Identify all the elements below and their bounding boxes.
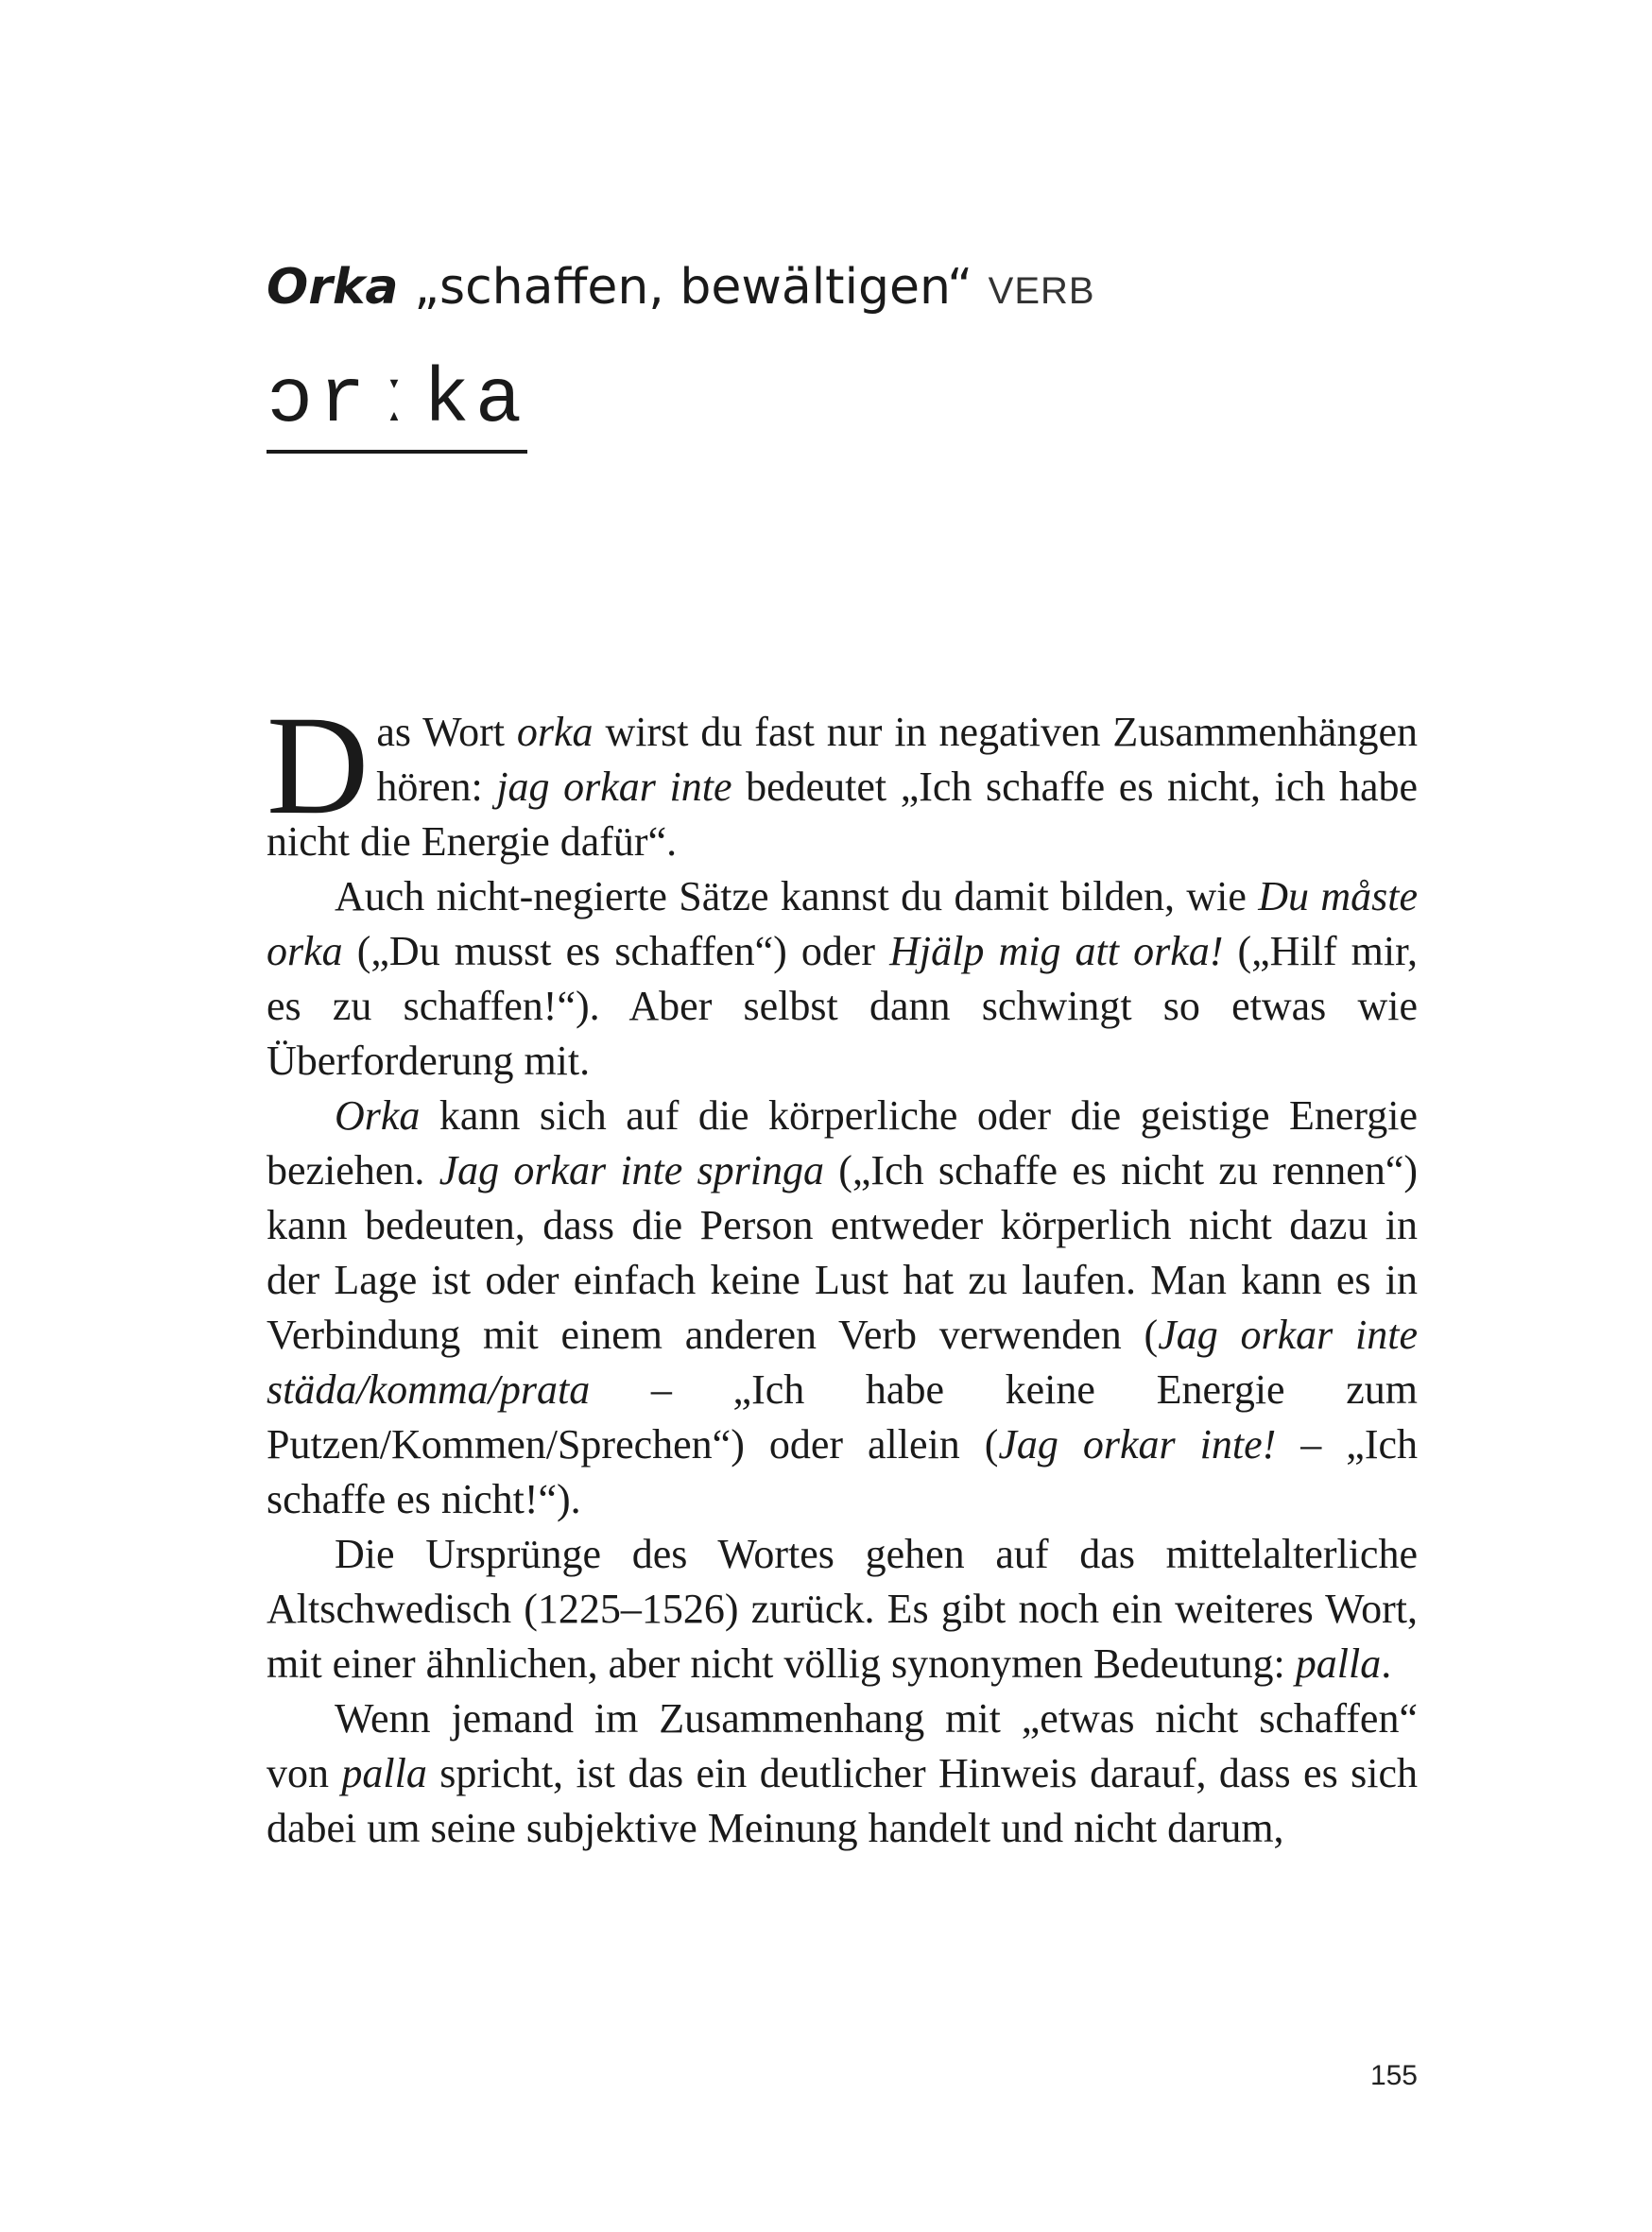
drop-cap: D [267,687,370,844]
italic-term: Jag orkar inte springa [439,1147,825,1193]
text-run: . [1381,1640,1392,1687]
text-run: Wenn jemand im Zusammenhang mit „etwas nicht schaffen“ von [267,1695,1418,1796]
part-of-speech: VERB [988,270,1095,312]
italic-term: orka [516,709,594,755]
text-run: kann sich auf die körperliche oder die geistige Energie beziehen. [267,1092,1418,1193]
entry-headline [267,255,1495,323]
italic-term: Orka [335,1092,421,1139]
italic-term: jag orkar inte [496,764,732,810]
italic-term: palla [341,1750,427,1796]
paragraph-2 [267,869,1418,1089]
paragraph-3 [267,1089,1418,1527]
entry-header [267,255,1495,454]
italic-term: palla [1295,1640,1382,1687]
italic-term: Hjälp mig att orka! [889,928,1224,974]
paragraph-1 [267,687,1418,869]
italic-term: Du måste orka [267,873,1418,974]
text-run: Auch nicht-negierte Sätze kannst du damit bilden, wie [335,873,1259,919]
ipa-transcription: ɔrːka [267,357,527,454]
text-run: as Wort [376,709,517,755]
text-run: – „Ich habe keine Energie zum Putzen/Kommen/Sprechen“) oder allein ( [267,1366,1418,1468]
paragraph-5 [267,1691,1418,1856]
text-run: bedeutet „Ich schaffe es nicht, ich habe nicht die Energie dafür“. [267,764,1418,865]
body-text [267,687,1419,1856]
italic-term: Jag orkar inte! [998,1421,1277,1468]
text-run: Die Ursprünge des Wortes gehen auf das mittelalterliche Altschwedisch (1225–1526) zurück. Es gibt noch ein weiteres Wort, mit einer ähnlichen, aber nicht völlig synonymen Bedeutung: [267,1531,1418,1687]
text-run: wirst du fast nur in negativen Zusammenhängen hören: [376,709,1418,810]
page-number: 155 [1369,2060,1418,2091]
text-run: („Ich schaffe es nicht zu rennen“) kann bedeuten, dass die Person entweder körperlich nicht dazu in der Lage ist oder einfach keine Lust hat zu laufen. Man kann es in Verbindung mit einem anderen Verb verwenden ( [267,1147,1419,1358]
text-run: („Du musst es schaffen“) oder [342,928,890,974]
paragraph-4 [267,1527,1418,1691]
text-run: („Hilf mir, es zu schaffen!“). Aber selbst dann schwingt so etwas wie Überforderung mit. [267,928,1418,1084]
italic-term: Jag orkar inte städa/komma/prata [267,1312,1418,1413]
text-run: spricht, ist das ein deutlicher Hinweis darauf, dass es sich dabei um seine subjektive Meinung handelt und nicht darum, [267,1750,1419,1851]
gloss: „schaffen, bewältigen“ [414,259,973,316]
headword: Orka [267,259,399,316]
text-run: – „Ich schaffe es nicht!“). [267,1421,1419,1522]
